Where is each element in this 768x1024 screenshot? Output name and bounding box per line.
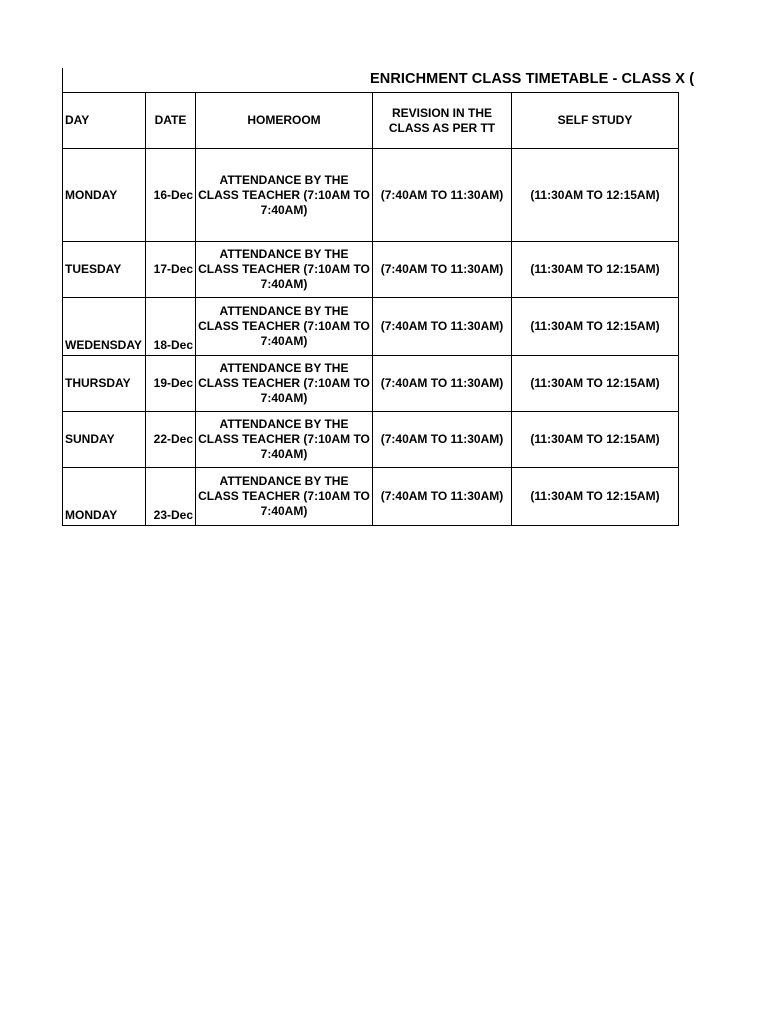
cell-date: 18-Dec — [146, 298, 196, 356]
table-row — [63, 356, 679, 412]
cell-self-study: (11:30AM TO 12:15AM) — [512, 298, 679, 356]
cell-self-study: (11:30AM TO 12:15AM) — [512, 356, 679, 412]
cell-revision: (7:40AM TO 11:30AM) — [373, 468, 512, 526]
timetable-sheet — [62, 68, 768, 528]
cell-self-study: (11:30AM TO 12:15AM) — [512, 242, 679, 298]
cell-date: 16-Dec — [146, 149, 196, 242]
cell-revision: (7:40AM TO 11:30AM) — [373, 242, 512, 298]
cell-date: 23-Dec — [146, 468, 196, 526]
table-row — [63, 149, 679, 242]
table-row — [63, 298, 679, 356]
header-homeroom: HOMEROOM — [196, 93, 373, 149]
cell-revision: (7:40AM TO 11:30AM) — [373, 298, 512, 356]
cell-day: THURSDAY — [63, 356, 146, 412]
cell-homeroom: ATTENDANCE BY THE CLASS TEACHER (7:10AM TO 7:40AM) — [196, 468, 373, 526]
cell-revision: (7:40AM TO 11:30AM) — [373, 149, 512, 242]
cell-day: MONDAY — [63, 468, 146, 526]
header-date: DATE — [146, 93, 196, 149]
cell-day: MONDAY — [63, 149, 146, 242]
cell-homeroom: ATTENDANCE BY THE CLASS TEACHER (7:10AM TO 7:40AM) — [196, 412, 373, 468]
table-row — [63, 468, 679, 526]
header-self-study: SELF STUDY — [512, 93, 679, 149]
timetable-table — [62, 92, 679, 526]
cell-homeroom: ATTENDANCE BY THE CLASS TEACHER (7:10AM TO 7:40AM) — [196, 356, 373, 412]
header-revision: REVISION IN THE CLASS AS PER TT — [373, 93, 512, 149]
cell-day: WEDENSDAY — [63, 298, 146, 356]
cell-day: SUNDAY — [63, 412, 146, 468]
table-row — [63, 242, 679, 298]
header-row — [63, 93, 679, 149]
cell-revision: (7:40AM TO 11:30AM) — [373, 356, 512, 412]
cell-homeroom: ATTENDANCE BY THE CLASS TEACHER (7:10AM TO 7:40AM) — [196, 242, 373, 298]
cell-homeroom: ATTENDANCE BY THE CLASS TEACHER (7:10AM TO 7:40AM) — [196, 149, 373, 242]
cell-day: TUESDAY — [63, 242, 146, 298]
cell-homeroom: ATTENDANCE BY THE CLASS TEACHER (7:10AM TO 7:40AM) — [196, 298, 373, 356]
cell-revision: (7:40AM TO 11:30AM) — [373, 412, 512, 468]
title-row — [62, 68, 768, 92]
cell-self-study: (11:30AM TO 12:15AM) — [512, 412, 679, 468]
table-row — [63, 412, 679, 468]
cell-self-study: (11:30AM TO 12:15AM) — [512, 468, 679, 526]
header-day: DAY — [63, 93, 146, 149]
cell-date: 19-Dec — [146, 356, 196, 412]
cell-self-study: (11:30AM TO 12:15AM) — [512, 149, 679, 242]
cell-date: 17-Dec — [146, 242, 196, 298]
timetable-title: ENRICHMENT CLASS TIMETABLE - CLASS X ( — [370, 71, 695, 87]
cell-date: 22-Dec — [146, 412, 196, 468]
